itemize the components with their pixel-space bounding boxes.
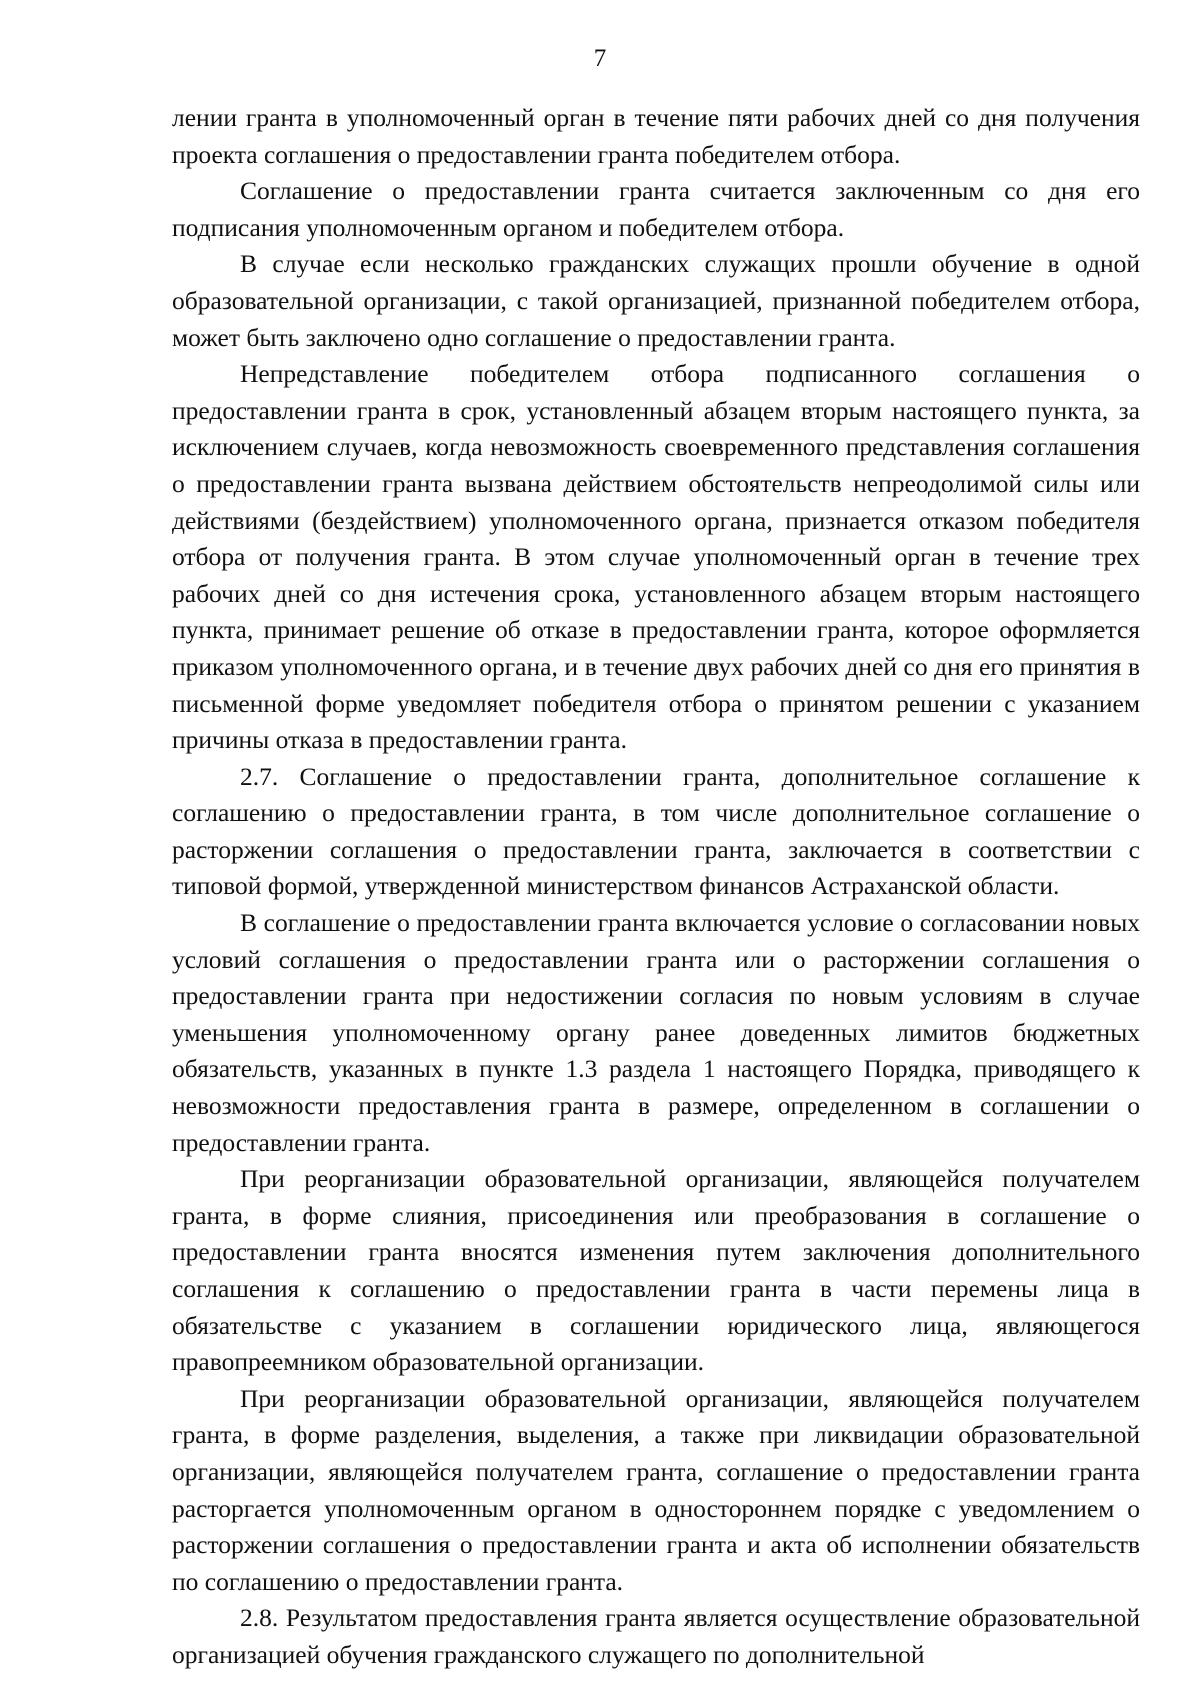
document-body [172, 100, 1140, 1674]
paragraph-section-2-8: 2.8. Результатом предоставления гранта является осуществление образовательной организацией обучения гражданского служащего по дополнительной [172, 1603, 1140, 1669]
paragraph-non-submission: Непредставление победителем отбора подписанного соглашения о предоставлении гранта в срок, установленный абзацем вторым настоящего пункта, за исключением случаев, когда невозможность своевременного представления соглашения о предоставлении гранта вызвана действием обстоятельств непреодолимой силы или действиями (бездействием) уполномоченного органа, признается отказом победителя отбора от получения гранта. В этом случае уполномоченный орган в течение трех рабочих дней со дня истечения срока, установленного абзацем вторым настоящего пункта, принимает решение об отказе в предоставлении гранта, которое оформляется приказом уполномоченного органа, и в течение двух рабочих дней со дня его принятия в письменной форме уведомляет победителя отбора о принятом решении с указанием причины отказа в предоставлении гранта. [172, 359, 1140, 755]
page-number: 7 [593, 45, 607, 72]
paragraph-section-2-7: 2.7. Соглашение о предоставлении гранта, дополнительное соглашение к соглашению о предоставлении гранта, в том числе дополнительное соглашение о расторжении соглашения о предоставлении гранта, заключается в соответствии с типовой формой, утвержденной министерством финансов Астраханской области. [172, 761, 1140, 901]
paragraph-continuation: лении гранта в уполномоченный орган в течение пяти рабочих дней со дня получения проекта соглашения о предоставлении гранта победителем отбора. [172, 103, 1140, 169]
paragraph-reorganization-division: При реорганизации образовательной организации, являющейся получателем гранта, в форме разделения, выделения, а также при ликвидации образовательной организации, являющейся получателем гранта, соглашение о предоставлении гранта расторгается уполномоченным органом в одностороннем порядке с уведомлением о расторжении соглашения о предоставлении гранта и акта об исполнении обязательств по соглашению о предоставлении гранта. [172, 1383, 1140, 1596]
paragraph-agreement-conditions: В соглашение о предоставлении гранта включается условие о согласовании новых условий соглашения о предоставлении гранта или о расторжении соглашения о предоставлении гранта при недостижении согласия по новым условиям в случае уменьшения уполномоченному органу ранее доведенных лимитов бюджетных обязательств, указанных в пункте 1.3 раздела 1 настоящего Порядка, приводящего к невозможности предоставления гранта в размере, определенном в соглашении о предоставлении гранта. [172, 908, 1140, 1157]
paragraph-agreement-concluded: Соглашение о предоставлении гранта считается заключенным со дня его подписания уполномоченным органом и победителем отбора. [172, 176, 1140, 242]
paragraph-single-agreement: В случае если несколько гражданских служащих прошли обучение в одной образовательной организации, с такой организацией, признанной победителем отбора, может быть заключено одно соглашение о предоставлении гранта. [172, 249, 1140, 352]
paragraph-reorganization-merger: При реорганизации образовательной организации, являющейся получателем гранта, в форме слияния, присоединения или преобразования в соглашение о предоставлении гранта вносятся изменения путем заключения дополнительного соглашения к соглашению о предоставлении гранта в части перемены лица в обязательстве с указанием в соглашении юридического лица, являющегося правопреемником образовательной организации. [172, 1164, 1140, 1377]
